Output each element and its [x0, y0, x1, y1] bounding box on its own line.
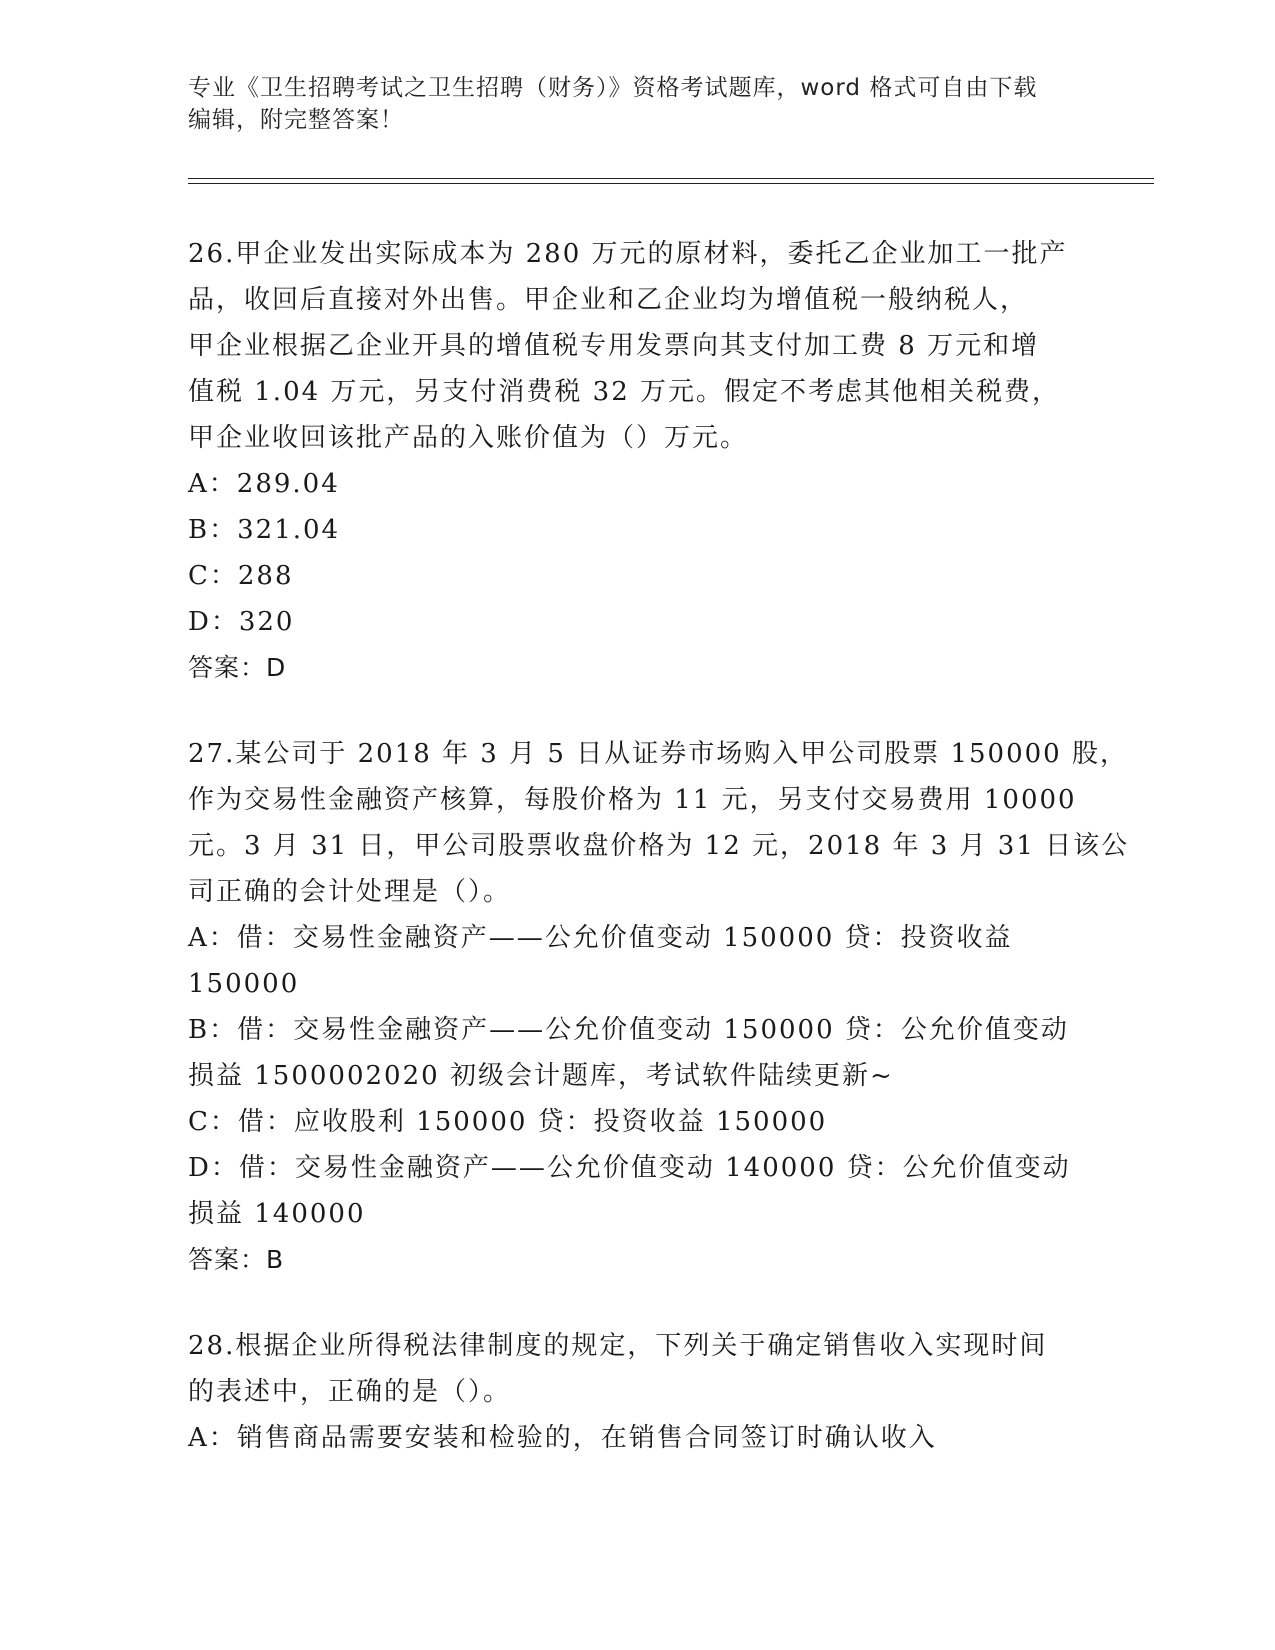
option-c: C：288 [188, 561, 294, 591]
question-text-line: 值税 1.04 万元，另支付消费税 32 万元。假定不考虑其他相关税费， [188, 377, 1061, 407]
option-b: B：借：交易性金融资产——公允价值变动 150000 贷：公允价值变动 [188, 1015, 1069, 1045]
question-text-line: 26.甲企业发出实际成本为 280 万元的原材料，委托乙企业加工一批产 [188, 239, 1068, 269]
question-spacer [188, 691, 1088, 731]
question-26 [188, 231, 1088, 691]
question-text-line: 司正确的会计处理是（）。 [188, 877, 512, 907]
question-text-line: 28.根据企业所得税法律制度的规定，下列关于确定销售收入实现时间 [188, 1331, 1048, 1361]
header-divider-top [188, 178, 1154, 179]
document-header [188, 72, 1068, 136]
question-text-line: 27.某公司于 2018 年 3 月 5 日从证券市场购入甲公司股票 150000 股， [188, 739, 1128, 769]
option-a: A：289.04 [188, 469, 340, 499]
option-a-continued: 150000 [188, 969, 300, 999]
option-d-continued: 损益 140000 [188, 1199, 366, 1229]
option-d: D：借：交易性金融资产——公允价值变动 140000 贷：公允价值变动 [188, 1153, 1071, 1183]
option-b-continued: 损益 1500002020 初级会计题库，考试软件陆续更新~ [188, 1061, 894, 1091]
header-divider-bottom [188, 183, 1154, 184]
question-text-line: 甲企业收回该批产品的入账价值为（）万元。 [188, 423, 749, 453]
option-a: A：销售商品需要安装和检验的，在销售合同签订时确认收入 [188, 1423, 937, 1453]
question-text-line: 品，收回后直接对外出售。甲企业和乙企业均为增值税一般纳税人， [188, 285, 1029, 315]
question-text-line: 甲企业根据乙企业开具的增值税专用发票向其支付加工费 8 万元和增 [188, 331, 1040, 361]
option-b: B：321.04 [188, 515, 341, 545]
answer-label: 答案：D [188, 653, 287, 682]
question-28 [188, 1323, 1088, 1461]
question-spacer [188, 1283, 1088, 1323]
question-text-line: 元。3 月 31 日，甲公司股票收盘价格为 12 元，2018 年 3 月 31 日该公 [188, 831, 1130, 861]
question-text-line: 作为交易性金融资产核算，每股价格为 11 元，另支付交易费用 10000 [188, 785, 1077, 815]
option-a: A：借：交易性金融资产——公允价值变动 150000 贷：投资收益 [188, 923, 1013, 953]
question-27 [188, 731, 1130, 1283]
option-d: D：320 [188, 607, 295, 637]
option-c: C：借：应收股利 150000 贷：投资收益 150000 [188, 1107, 828, 1137]
question-list [188, 231, 1130, 1461]
answer-label: 答案：B [188, 1245, 285, 1274]
question-text-line: 的表述中，正确的是（）。 [188, 1377, 512, 1407]
header-line: 专业《卫生招聘考试之卫生招聘（财务）》资格考试题库，word 格式可自由下载 [188, 75, 1038, 101]
header-line: 编辑，附完整答案！ [188, 107, 404, 133]
